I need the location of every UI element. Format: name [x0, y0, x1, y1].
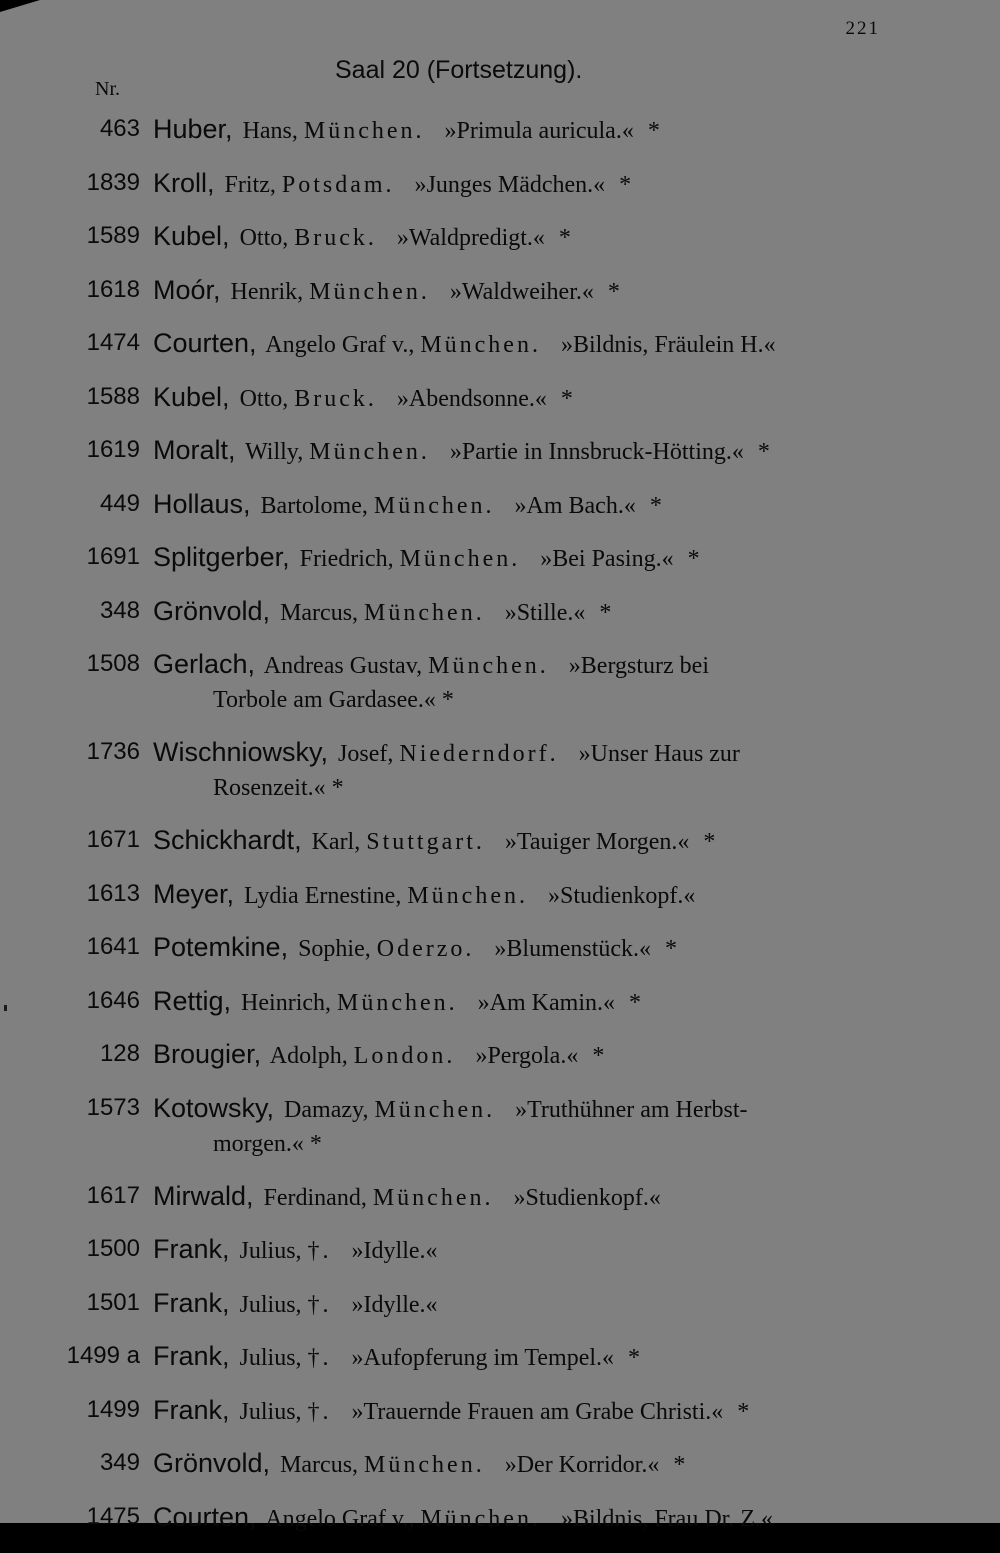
asterisk-mark: *: [599, 599, 612, 626]
artist-surname: Moralt,: [153, 435, 236, 465]
artist-city: München.: [364, 599, 485, 626]
catalog-number: 1475: [86, 1502, 140, 1530]
catalog-number: 1641: [86, 933, 140, 960]
artist-surname: Kubel,: [153, 221, 230, 251]
asterisk-mark: *: [647, 118, 660, 144]
artwork-title: »Trauernde Frauen am Grabe Christi.«: [351, 1398, 724, 1425]
artist-surname: Meyer,: [153, 878, 235, 909]
asterisk-mark: *: [673, 1452, 686, 1478]
artwork-title: »Studienkopf.«: [547, 882, 696, 909]
catalog-number: 1671: [86, 826, 140, 853]
artist-city: München.: [309, 278, 430, 305]
asterisk-mark: *: [331, 775, 344, 801]
artwork-title: »Waldweiher.«: [449, 278, 594, 305]
entry-line: [153, 1287, 446, 1318]
artist-city: †.: [307, 1291, 332, 1318]
artwork-title-continued: Rosenzeit.«: [213, 775, 326, 801]
artist-given-name: Marcus,: [280, 1452, 359, 1478]
artist-surname: Hollaus,: [153, 488, 251, 519]
list-item: [0, 1091, 1000, 1161]
entry-line: [153, 595, 612, 626]
artist-city: Stuttgart.: [366, 829, 485, 855]
artwork-title: »Aufopferung im Tempel.«: [351, 1345, 615, 1371]
artist-surname: Potemkine,: [153, 932, 289, 962]
artwork-title: »Waldpredigt.«: [396, 225, 545, 251]
entry-line: [153, 167, 632, 198]
artist-city: Oderzo.: [376, 936, 475, 962]
asterisk-mark: *: [619, 171, 632, 198]
artist-city: München.: [372, 1184, 494, 1211]
asterisk-mark: *: [629, 989, 641, 1016]
list-item: [0, 487, 1000, 523]
entry-line: [153, 1234, 446, 1264]
catalog-number: 1613: [86, 879, 140, 907]
list-item: [0, 1500, 1000, 1536]
asterisk-mark: *: [560, 385, 573, 412]
artist-given-name: Fritz,: [224, 171, 276, 198]
asterisk-mark: *: [665, 936, 678, 962]
entry-line: [153, 985, 641, 1016]
list-item: [0, 647, 1000, 717]
asterisk-mark: *: [737, 1398, 750, 1425]
catalog-number: 1646: [86, 986, 140, 1014]
artwork-title: »Unser Haus zur: [578, 741, 740, 767]
artist-surname: Schickhardt,: [153, 825, 302, 855]
artwork-title: »Abendsonne.«: [396, 385, 547, 412]
artwork-title: »Studienkopf.«: [513, 1184, 661, 1211]
artist-city: München.: [428, 653, 549, 679]
asterisk-mark: *: [558, 225, 571, 251]
artist-given-name: Henrik,: [230, 278, 304, 305]
page-number: 221: [845, 18, 880, 39]
entry-line: [153, 542, 700, 572]
margin-speck: [4, 1005, 7, 1011]
catalog-number: 1508: [86, 650, 140, 677]
entry-line: [153, 735, 890, 771]
list-item: [0, 594, 1000, 630]
artist-given-name: Heinrich,: [241, 989, 332, 1016]
artwork-title: »Idylle.«: [351, 1291, 438, 1318]
entry-line: [153, 1394, 750, 1425]
artist-city: München.: [420, 1505, 541, 1532]
catalog-number: 1474: [86, 329, 140, 356]
artist-city: London.: [353, 1043, 456, 1069]
artist-given-name: Friedrich,: [299, 546, 394, 572]
artist-given-name: Marcus,: [280, 599, 359, 626]
asterisk-mark: *: [703, 829, 716, 855]
page-title: Saal 20 (Fortsetzung).: [335, 56, 583, 84]
artist-city: †.: [307, 1238, 332, 1264]
list-item: [0, 219, 1000, 255]
asterisk-mark: *: [628, 1345, 641, 1371]
asterisk-mark: *: [592, 1043, 605, 1069]
artist-given-name: Adolph,: [269, 1043, 348, 1069]
list-item: [0, 112, 1000, 148]
artist-city: München.: [337, 989, 458, 1016]
artist-city: München.: [364, 1452, 485, 1478]
entry-line: [153, 1039, 605, 1069]
list-item: [0, 326, 1000, 362]
artist-surname: Kotowsky,: [153, 1092, 275, 1123]
artist-surname: Frank,: [153, 1287, 230, 1318]
artist-surname: Frank,: [153, 1394, 230, 1425]
artist-surname: Rettig,: [153, 985, 232, 1016]
artist-city: München.: [399, 546, 521, 572]
list-item: [0, 166, 1000, 202]
artist-given-name: Otto,: [239, 225, 289, 251]
artist-surname: Wischniowsky,: [153, 737, 329, 767]
catalog-number: 1619: [86, 436, 140, 463]
asterisk-mark: *: [757, 439, 770, 465]
entry-line: [153, 1091, 890, 1127]
artist-given-name: Lydia Ernestine,: [244, 882, 402, 909]
artwork-title-continued: Torbole am Gardasee.«: [213, 687, 436, 713]
list-item: [0, 1393, 1000, 1429]
artist-city: München.: [373, 492, 495, 519]
catalog-number: 1589: [86, 222, 140, 249]
artist-city: †.: [307, 1398, 332, 1425]
artwork-title: »Der Korridor.«: [504, 1452, 660, 1478]
artist-city: Potsdam.: [281, 171, 395, 198]
list-item: [0, 877, 1000, 913]
catalog-number: 128: [99, 1040, 140, 1067]
entry-line: [153, 328, 784, 358]
artist-given-name: Angelo Graf v.,: [265, 332, 415, 358]
artwork-title: »Junges Mädchen.«: [414, 171, 606, 198]
entry-line: [153, 381, 573, 412]
catalog-number: 1618: [86, 275, 140, 303]
artist-surname: Brougier,: [153, 1039, 262, 1069]
catalog-number: 1500: [86, 1235, 140, 1262]
artist-given-name: Damazy,: [284, 1096, 369, 1123]
artist-surname: Gerlach,: [153, 649, 256, 679]
artwork-title: »Bildnis, Frau Dr. Z.«: [560, 1505, 773, 1532]
list-item: [0, 1446, 1000, 1482]
catalog-number: 1736: [86, 738, 140, 765]
number-column-label: Nr.: [95, 78, 120, 100]
list-item: [0, 735, 1000, 805]
artist-given-name: Willy,: [245, 439, 304, 465]
artist-city: München.: [407, 882, 528, 909]
catalog-number: 1839: [86, 168, 140, 196]
artwork-title: »Am Bach.«: [514, 492, 636, 519]
entry-list: [0, 112, 1000, 1553]
entry-continuation: [153, 771, 890, 805]
entry-continuation: [153, 683, 890, 717]
list-item: [0, 930, 1000, 966]
catalog-number: 348: [99, 596, 140, 624]
entry-line: [153, 435, 770, 465]
artist-surname: Huber,: [153, 114, 233, 144]
catalog-number: 449: [99, 489, 140, 517]
artwork-title: »Tauiger Morgen.«: [504, 829, 690, 855]
artwork-title: »Partie in Innsbruck-Hötting.«: [449, 439, 744, 465]
list-item: [0, 823, 1000, 859]
entry-line: [153, 1448, 686, 1478]
list-item: [0, 1286, 1000, 1322]
artwork-title: »Bergsturz bei: [568, 653, 709, 679]
artwork-title-continued: morgen.«: [213, 1130, 304, 1157]
list-item: [0, 984, 1000, 1020]
artist-surname: Moór,: [153, 274, 221, 305]
artwork-title: »Blumenstück.«: [494, 936, 652, 962]
list-item: [0, 1232, 1000, 1268]
asterisk-mark: *: [649, 492, 662, 519]
artwork-title: »Am Kamin.«: [477, 989, 615, 1016]
artist-given-name: Sophie,: [298, 936, 371, 962]
catalog-number: 1499 a: [66, 1342, 140, 1369]
artist-city: München.: [309, 439, 430, 465]
artist-given-name: Julius,: [239, 1345, 302, 1371]
artwork-title: »Truthühner am Herbst-: [515, 1096, 748, 1123]
catalog-number: 1588: [86, 382, 140, 410]
artist-city: Bruck.: [294, 225, 377, 251]
asterisk-mark: *: [309, 1130, 322, 1157]
list-item: [0, 380, 1000, 416]
entry-line: [153, 488, 662, 519]
artwork-title: »Bei Pasing.«: [540, 546, 674, 572]
entry-line: [153, 1180, 669, 1211]
artist-surname: Grönvold,: [153, 1448, 271, 1478]
artist-city: München.: [374, 1096, 496, 1123]
entry-line: [153, 221, 571, 251]
catalog-number: 1573: [86, 1093, 140, 1121]
artist-city: Bruck.: [294, 385, 377, 412]
artist-given-name: Andreas Gustav,: [263, 653, 423, 679]
artist-given-name: Bartolome,: [260, 492, 368, 519]
artist-city: München.: [303, 118, 425, 144]
entry-line: [153, 1341, 641, 1371]
artwork-title: »Pergola.«: [475, 1043, 579, 1069]
artist-surname: Frank,: [153, 1341, 230, 1371]
artist-surname: Mirwald,: [153, 1180, 254, 1211]
list-item: [0, 1179, 1000, 1215]
catalog-number: 463: [99, 115, 140, 142]
entry-line: [153, 932, 678, 962]
artist-surname: Courten,: [153, 1501, 257, 1532]
catalog-number: 1499: [86, 1395, 140, 1423]
entry-line: [153, 1501, 781, 1532]
list-item: [0, 433, 1000, 469]
entry-line: [153, 825, 716, 855]
catalog-number: 1617: [86, 1181, 140, 1209]
artist-given-name: Julius,: [239, 1291, 302, 1318]
artist-given-name: Josef,: [338, 741, 394, 767]
artist-given-name: Angelo Graf v.,: [265, 1505, 415, 1532]
artist-surname: Kroll,: [153, 167, 215, 198]
entry-line: [153, 114, 660, 144]
list-item: [0, 540, 1000, 576]
artist-given-name: Julius,: [239, 1398, 302, 1425]
catalog-number: 1501: [86, 1288, 140, 1316]
artist-given-name: Karl,: [311, 829, 361, 855]
asterisk-mark: *: [607, 278, 620, 305]
entry-continuation: [153, 1127, 890, 1161]
artist-surname: Frank,: [153, 1234, 230, 1264]
artist-city: München.: [420, 332, 541, 358]
artist-given-name: Otto,: [239, 385, 289, 412]
artwork-title: »Stille.«: [504, 599, 586, 626]
artist-given-name: Hans,: [242, 118, 298, 144]
artist-surname: Grönvold,: [153, 595, 271, 626]
entry-line: [153, 878, 703, 909]
artist-surname: Courten,: [153, 328, 257, 358]
artist-surname: Splitgerber,: [153, 542, 290, 572]
asterisk-mark: *: [441, 687, 454, 713]
entry-line: [153, 274, 620, 305]
list-item: [0, 1037, 1000, 1073]
artwork-title: »Primula auricula.«: [444, 118, 634, 144]
catalog-number: 1691: [86, 543, 140, 570]
asterisk-mark: *: [687, 546, 700, 572]
artist-city: †.: [307, 1345, 332, 1371]
artist-surname: Kubel,: [153, 381, 230, 412]
list-item: [0, 273, 1000, 309]
artwork-title: »Bildnis, Fräulein H.«: [560, 332, 776, 358]
artist-given-name: Ferdinand,: [263, 1184, 367, 1211]
page-corner: [0, 0, 40, 12]
entry-line: [153, 647, 890, 683]
artist-given-name: Julius,: [239, 1238, 302, 1264]
catalog-number: 349: [99, 1449, 140, 1476]
list-item: [0, 1339, 1000, 1375]
artwork-title: »Idylle.«: [351, 1238, 438, 1264]
artist-city: Niederndorf.: [399, 741, 559, 767]
